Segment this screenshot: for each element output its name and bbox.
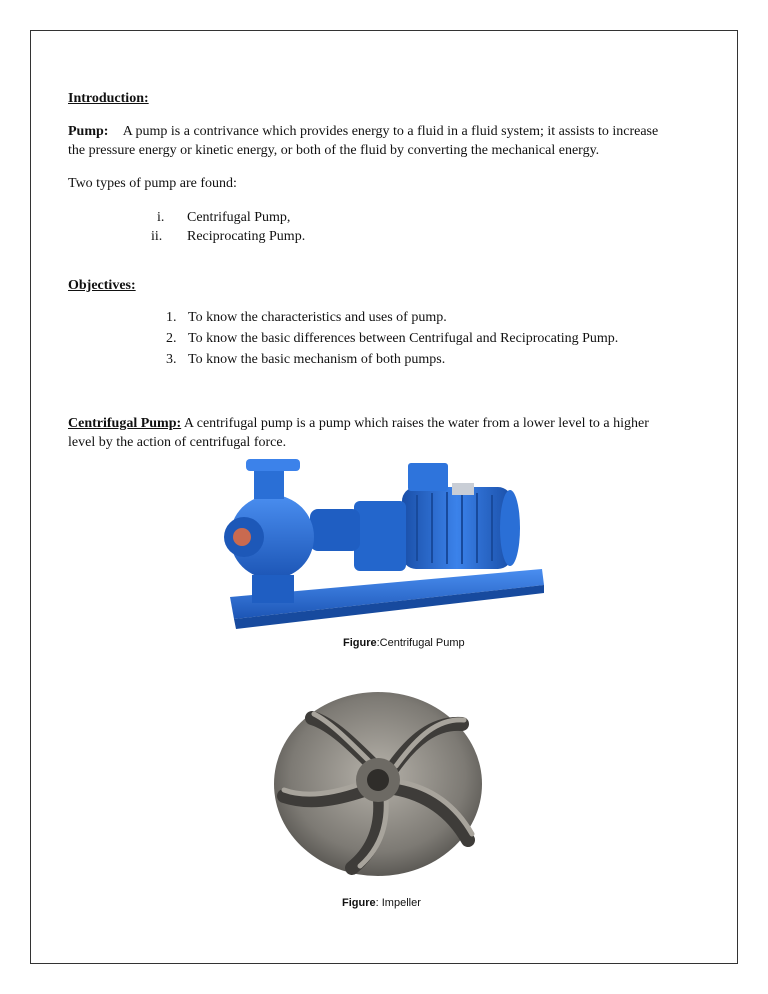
figure-prefix-2: Figure bbox=[342, 897, 376, 909]
objective-num-2: 2. bbox=[166, 331, 177, 346]
type-num-2: ii. bbox=[151, 229, 163, 244]
discharge-nozzle bbox=[254, 467, 284, 499]
figure-caption-1 bbox=[343, 637, 465, 649]
figure-caption-2 bbox=[342, 897, 421, 909]
type-num-1: i. bbox=[157, 210, 165, 225]
objective-label-1: To know the characteristics and uses of pump. bbox=[188, 310, 447, 325]
type-label-1: Centrifugal Pump, bbox=[187, 210, 291, 225]
types-intro: Two types of pump are found: bbox=[68, 176, 237, 191]
suction-opening bbox=[233, 528, 251, 546]
introduction-heading: Introduction: bbox=[68, 91, 149, 106]
centrifugal-pump-image bbox=[222, 457, 552, 637]
type-label-2: Reciprocating Pump. bbox=[187, 229, 306, 244]
discharge-flange bbox=[246, 459, 300, 471]
pump-text-line1: A pump is a contrivance which provides energy to a fluid in a fluid system; it assists to increase bbox=[122, 124, 659, 139]
figure-text-2: : Impeller bbox=[375, 897, 421, 909]
centrifugal-text-line2: level by the action of centrifugal force. bbox=[68, 435, 287, 450]
figure-prefix-1: Figure bbox=[343, 637, 377, 649]
centrifugal-label: Centrifugal Pump: bbox=[68, 416, 182, 431]
figure-text-1: :Centrifugal Pump bbox=[376, 637, 465, 649]
motor-end-cap bbox=[500, 490, 520, 566]
impeller-bore bbox=[367, 769, 389, 791]
motor-nameplate bbox=[452, 483, 474, 495]
objective-label-3: To know the basic mechanism of both pumps. bbox=[188, 352, 446, 367]
impeller-image bbox=[272, 684, 484, 878]
centrifugal-text-line1: A centrifugal pump is a pump which raises the water from a lower level to a higher bbox=[183, 416, 649, 431]
casing-foot bbox=[252, 575, 294, 603]
objective-num-3: 3. bbox=[166, 352, 177, 367]
pump-text-line2: the pressure energy or kinetic energy, or both of the fluid by converting the mechanical energy. bbox=[68, 143, 600, 158]
pump-label: Pump: bbox=[68, 124, 109, 139]
motor-body bbox=[402, 487, 512, 569]
bearing-housing bbox=[310, 509, 360, 551]
objective-num-1: 1. bbox=[166, 310, 177, 325]
objective-label-2: To know the basic differences between Centrifugal and Reciprocating Pump. bbox=[188, 331, 619, 346]
coupling-guard bbox=[354, 501, 406, 571]
objectives-heading: Objectives: bbox=[68, 278, 136, 293]
terminal-box bbox=[408, 463, 448, 491]
